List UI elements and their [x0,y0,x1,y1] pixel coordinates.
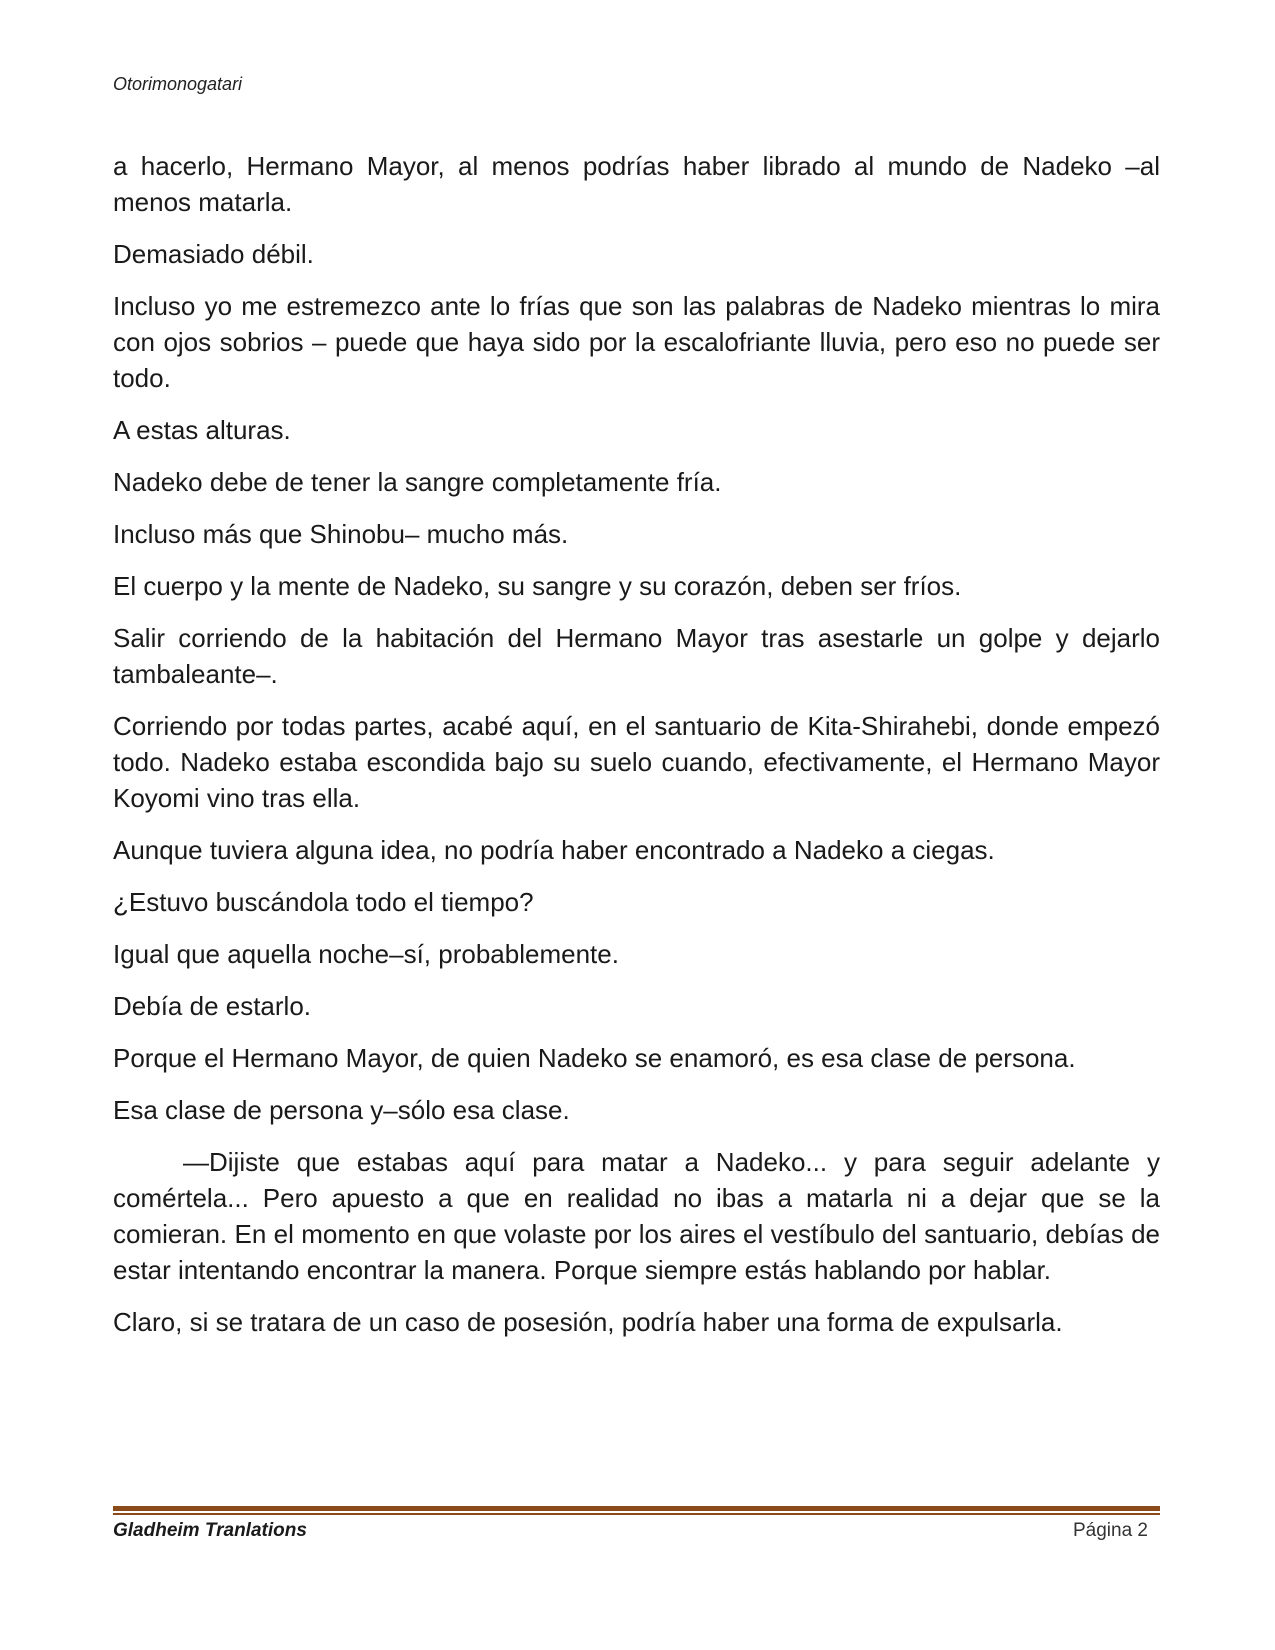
paragraph: Esa clase de persona y–sólo esa clase. [113,1095,570,1125]
paragraph: Incluso más que Shinobu– mucho más. [113,519,569,549]
paragraph: Demasiado débil. [113,239,314,269]
paragraph: Claro, si se tratara de un caso de posesión, podría haber una forma de expulsarla. [113,1307,1063,1337]
footer-divider-thin [113,1513,1160,1515]
paragraph: Igual que aquella noche–sí, probablemente. [113,939,619,969]
paragraph: Nadeko debe de tener la sangre completamente fría. [113,467,722,497]
paragraph: Salir corriendo de la habitación del Hermano Mayor tras asestarle un golpe y dejarlo tambaleante–. [113,623,1160,689]
running-header-title: Otorimonogatari [113,74,243,94]
paragraph-dialogue: —Dijiste que estabas aquí para matar a Nadeko... y para seguir adelante y comértela... Pero apuesto a que en realidad no ibas a matarla ni a dejar que se la comieran. En el momento en que volaste por los aires el vestíbulo del santuario, debías de estar intentando encontrar la manera. Porque siempre estás hablando por hablar. [113,1147,1160,1285]
paragraph: Porque el Hermano Mayor, de quien Nadeko se enamoró, es esa clase de persona. [113,1043,1076,1073]
footer-divider-thick [113,1506,1160,1511]
footer-translator-name: Gladheim Tranlations [113,1520,307,1541]
footer-divider [113,1506,1160,1515]
paragraph: a hacerlo, Hermano Mayor, al menos podrías haber librado al mundo de Nadeko –al menos matarla. [113,151,1160,217]
paragraph: Corriendo por todas partes, acabé aquí, en el santuario de Kita-Shirahebi, donde empezó todo. Nadeko estaba escondida bajo su suelo cuando, efectivamente, el Hermano Mayor Koyomi vino tras ella. [113,711,1160,813]
footer-page-number: Página 2 [1072,1520,1148,1541]
paragraph: Aunque tuviera alguna idea, no podría haber encontrado a Nadeko a ciegas. [113,835,995,865]
paragraph: El cuerpo y la mente de Nadeko, su sangre y su corazón, deben ser fríos. [113,571,962,601]
page-body [113,148,1160,1356]
paragraph: Debía de estarlo. [113,991,312,1021]
paragraph: ¿Estuvo buscándola todo el tiempo? [113,887,534,917]
paragraph: Incluso yo me estremezco ante lo frías que son las palabras de Nadeko mientras lo mira con ojos sobrios – puede que haya sido por la escalofriante lluvia, pero eso no puede ser todo. [113,291,1160,393]
paragraph: A estas alturas. [113,415,291,445]
